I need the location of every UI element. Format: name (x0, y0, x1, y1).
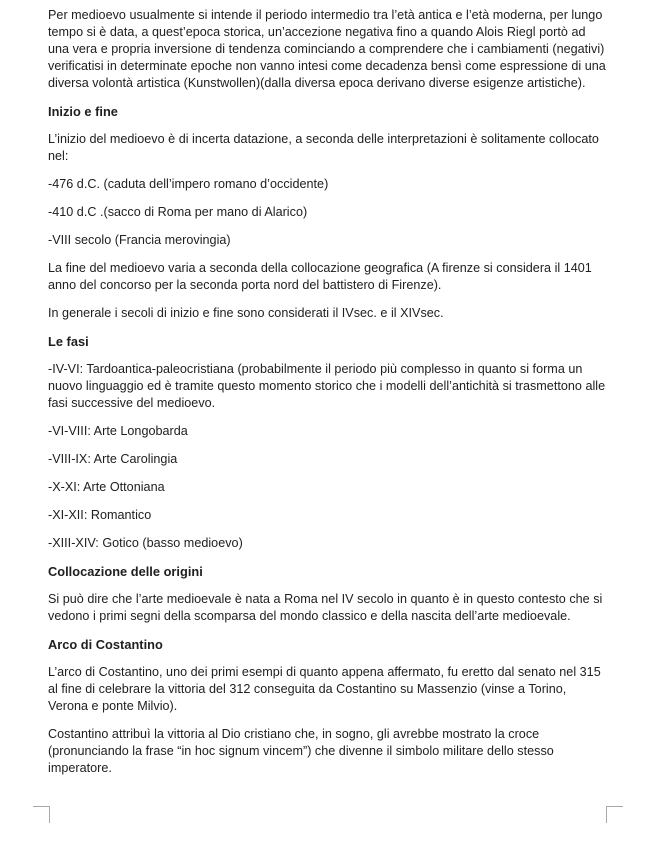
date-item: -476 d.C. (caduta dell’impero romano d’occidente) (48, 177, 329, 191)
heading-inizio-e-fine: Inizio e fine (48, 104, 118, 119)
phase-item: -VIII-IX: Arte Carolingia (48, 452, 178, 466)
document-page (48, 7, 608, 788)
phase-item: -IV-VI: Tardoantica-paleocristiana (probabilmente il periodo più complesso in quanto si forma un nuovo linguaggio ed è tramite questo momento storico che i modelli dell’antichità si trasmettono alle fasi successive del medioevo. (48, 362, 606, 410)
origini-paragraph: Si può dire che l’arte medioevale è nata a Roma nel IV secolo in quanto è in questo contesto che si vedono i primi segni della scomparsa del mondo classico e della nascita dell’arte medioevale. (48, 592, 603, 623)
secoli-paragraph: In generale i secoli di inizio e fine sono considerati il IVsec. e il XIVsec. (48, 306, 444, 320)
phase-item: -XI-XII: Romantico (48, 508, 152, 522)
fine-paragraph: La fine del medioevo varia a seconda della collocazione geografica (A firenze si considera il 1401 anno del concorso per la seconda porta nord del battistero di Firenze). (48, 261, 592, 292)
heading-arco-di-costantino: Arco di Costantino (48, 637, 163, 652)
page-corner-mark-left (33, 806, 50, 823)
heading-collocazione-origini: Collocazione delle origini (48, 564, 203, 579)
intro-paragraph: Per medioevo usualmente si intende il periodo intermedio tra l’età antica e l’età moderna, per lungo tempo si è data, a quest’epoca storica, un’accezione negativa fino a quando Alois Riegl portò ad una vera e propria inversione di tendenza cominciando a comprendere che i cambiamenti (negativi) verificatisi in determinate epoche non vanno intesi come decadenza bensì come espressione di una diversa volontà artistica (Kunstwollen)(dalla diversa epoca derivano diverse esigenze artistiche). (48, 8, 606, 90)
phase-item: -X-XI: Arte Ottoniana (48, 480, 165, 494)
phase-item: -VI-VIII: Arte Longobarda (48, 424, 188, 438)
inizio-paragraph: L’inizio del medioevo è di incerta datazione, a seconda delle interpretazioni è solitamente collocato nel: (48, 132, 599, 163)
costantino-paragraph: Costantino attribuì la vittoria al Dio cristiano che, in sogno, gli avrebbe mostrato la croce (pronunciando la frase “in hoc signum vincem”) che divenne il simbolo militare dello stesso imperatore. (48, 727, 554, 775)
page-corner-mark-right (606, 806, 623, 823)
date-item: -410 d.C .(sacco di Roma per mano di Alarico) (48, 205, 308, 219)
phase-item: -XIII-XIV: Gotico (basso medioevo) (48, 536, 243, 550)
date-item: -VIII secolo (Francia merovingia) (48, 233, 231, 247)
arco-paragraph: L’arco di Costantino, uno dei primi esempi di quanto appena affermato, fu eretto dal senato nel 315 al fine di celebrare la vittoria del 312 conseguita da Costantino su Massenzio (vinse a Torino, Verona e ponte Milvio). (48, 665, 601, 713)
heading-le-fasi: Le fasi (48, 334, 89, 349)
